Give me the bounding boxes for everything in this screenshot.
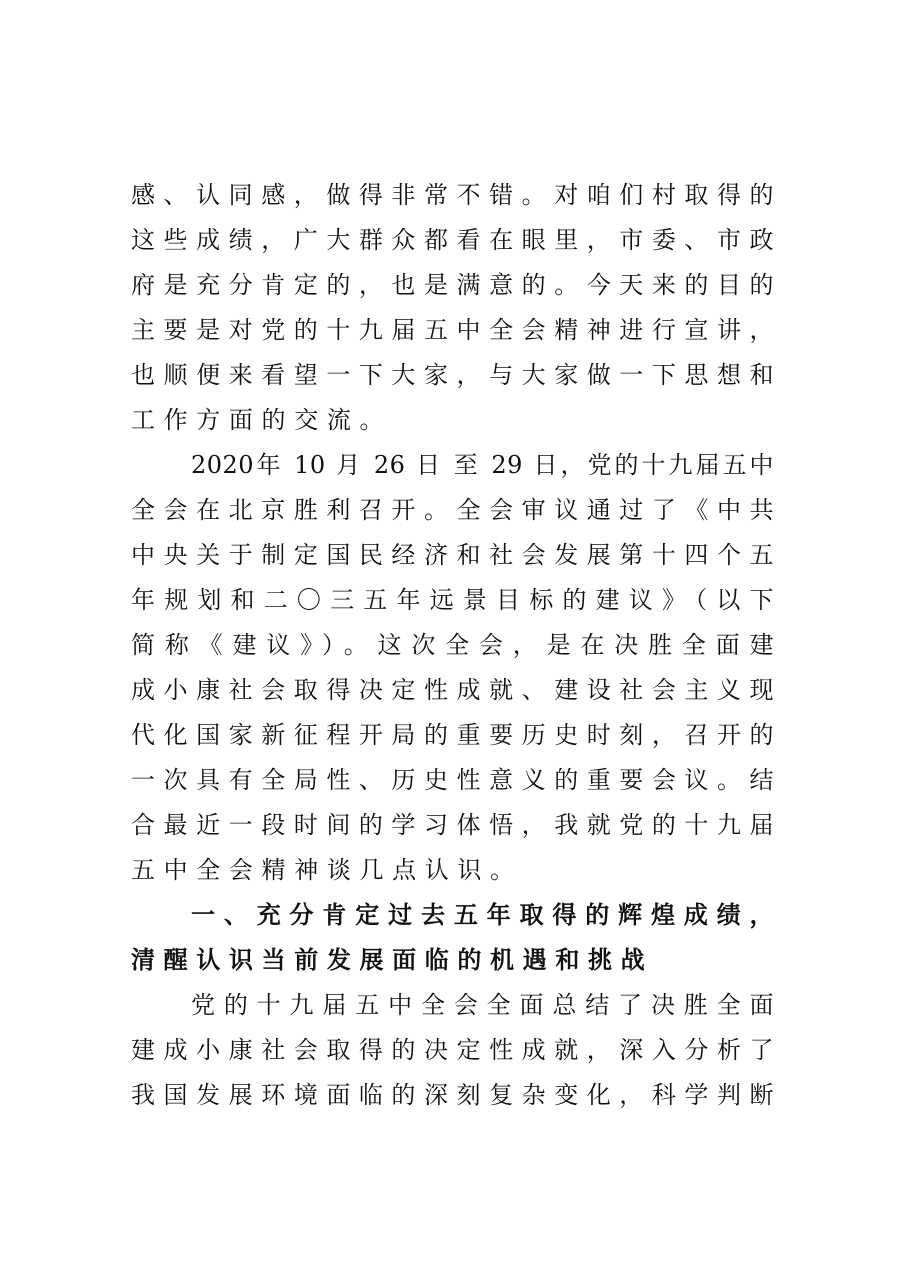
- paragraph-line: 成小康社会取得决定性成就、建设社会主义现: [131, 676, 774, 704]
- paragraph-line: 中央关于制定国民经济和社会发展第十四个五: [131, 541, 774, 569]
- paragraph-line: 五中全会精神谈几点认识。: [131, 856, 523, 884]
- paragraph-line: 感、认同感，做得非常不错。对咱们村取得的: [131, 181, 774, 209]
- paragraph-line: 我国发展环境面临的深刻复杂变化，科学判断: [131, 1081, 774, 1109]
- paragraph-line: 简称《建议》）。这次全会，是在决胜全面建: [131, 631, 774, 659]
- paragraph-line: 工作方面的交流。: [131, 406, 393, 434]
- section-heading-line: 清醒认识当前发展面临的机遇和挑战: [131, 946, 654, 974]
- paragraph-line: 党的十九届五中全会全面总结了决胜全面: [191, 991, 774, 1019]
- paragraph-line: 府是充分肯定的，也是满意的。今天来的目的: [131, 271, 774, 299]
- paragraph-line: 主要是对党的十九届五中全会精神进行宣讲，: [131, 316, 774, 344]
- paragraph-line: 这些成绩，广大群众都看在眼里，市委、市政: [131, 226, 774, 254]
- paragraph-line: 年规划和二〇三五年远景目标的建议》（以下: [131, 586, 774, 614]
- paragraph-line: 也顺便来看望一下大家，与大家做一下思想和: [131, 361, 774, 389]
- paragraph-line: 代化国家新征程开局的重要历史时刻，召开的: [131, 721, 774, 749]
- paragraph-line: 合最近一段时间的学习体悟，我就党的十九届: [131, 811, 774, 839]
- paragraph-line: 一次具有全局性、历史性意义的重要会议。结: [131, 766, 774, 794]
- paragraph-line: 2020年 10 月 26 日 至 29 日，党的十九届五中: [191, 451, 774, 479]
- paragraph-line: 建成小康社会取得的决定性成就，深入分析了: [131, 1036, 774, 1064]
- paragraph-line: 全会在北京胜利召开。全会审议通过了《中共: [131, 496, 774, 524]
- section-heading-line: 一、充分肯定过去五年取得的辉煌成绩，: [191, 901, 774, 929]
